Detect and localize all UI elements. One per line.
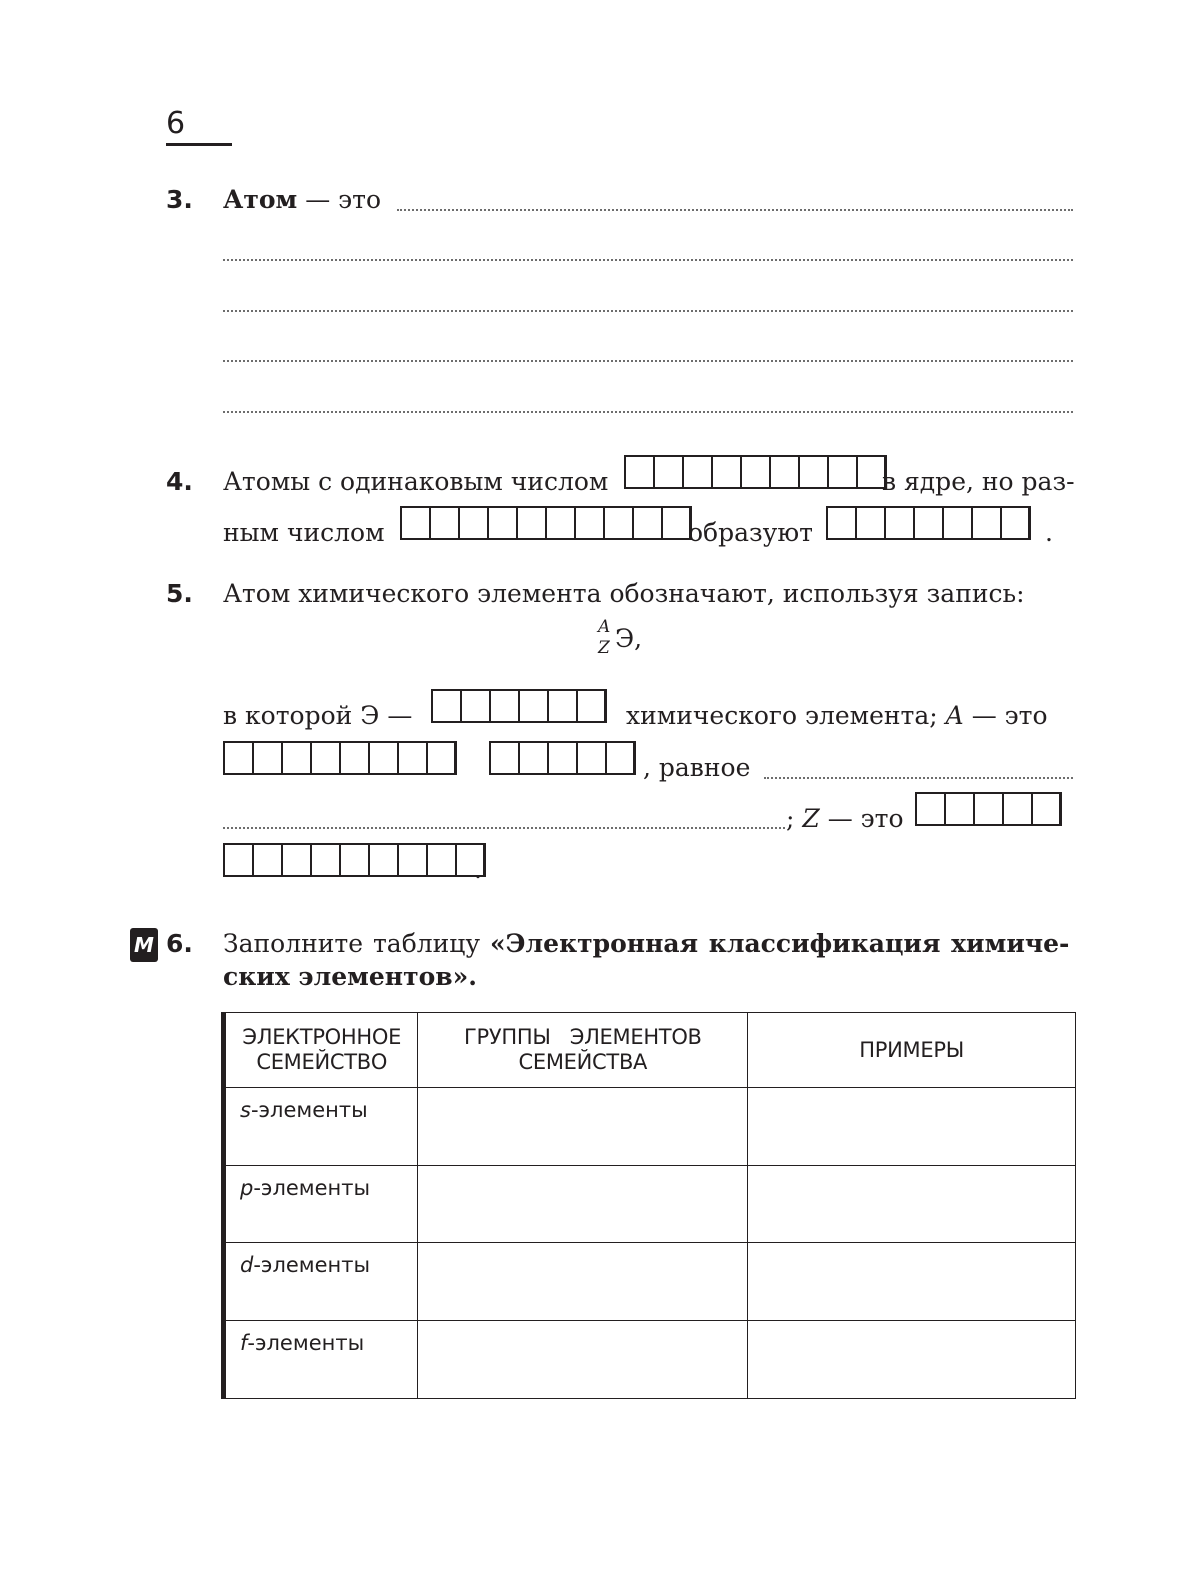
table-header-row [224,1013,1076,1088]
row-label-d: d-элементы [224,1243,418,1321]
table-row [224,1321,1076,1399]
question-6-line1 [223,929,1069,959]
cell-groups-f[interactable] [418,1321,748,1399]
q6-prompt: Заполните таблицу [223,929,481,958]
answer-line-q3-2[interactable] [223,259,1073,261]
q5-eto-2: — это [827,804,904,833]
question-5-line1-a: в которой Э — [223,701,413,730]
cell-examples-d[interactable] [748,1243,1076,1321]
m-badge-icon: М [130,928,158,962]
term-atom: Атом [223,185,298,214]
formula-atomic-number: Z [598,638,610,658]
letter-boxes-q5-1[interactable] [431,689,605,723]
table-row [224,1243,1076,1321]
table-row [224,1166,1076,1243]
question-5-line3 [786,804,904,834]
row-label-s: s-элементы [224,1088,418,1166]
row-label-f: f-элементы [224,1321,418,1399]
letter-boxes-q5-3[interactable] [489,741,634,775]
question-5-intro: Атом химического элемента обозначают, используя запись: [223,579,1025,608]
question-5-line1-b [626,701,1048,731]
question-4-line1-b: в ядре, но раз- [882,467,1075,496]
answer-line-q5-1[interactable] [764,777,1073,779]
question-5-number: 5. [166,579,193,608]
row-label-p: p-элементы [224,1166,418,1243]
letter-boxes-q5-2[interactable] [223,741,455,775]
question-4-number: 4. [166,467,193,496]
letter-boxes-q4-3[interactable] [826,506,1029,540]
question-6-number: 6. [166,929,193,958]
cell-examples-s[interactable] [748,1088,1076,1166]
letter-boxes-q5-5[interactable] [223,843,484,877]
dash-eto: — это [305,185,382,214]
cell-examples-f[interactable] [748,1321,1076,1399]
letter-boxes-q4-1[interactable] [624,455,885,489]
question-4-line2-a: ным числом [223,518,385,547]
var-z: Z [802,804,820,833]
classification-table [221,1012,1076,1399]
cell-groups-p[interactable] [418,1166,748,1243]
q5-eto-1: — это [971,701,1048,730]
answer-line-q3-4[interactable] [223,360,1073,362]
question-4-period: . [1045,518,1053,547]
cell-examples-p[interactable] [748,1166,1076,1243]
question-5-period: . [474,855,482,884]
answer-line-q5-2[interactable] [223,827,785,829]
answer-line-q3-1[interactable] [397,209,1073,211]
cell-groups-d[interactable] [418,1243,748,1321]
question-5-ravnoe: , равное [643,753,751,782]
question-3-number: 3. [166,185,193,214]
q5-chem-element-text: химического элемента; [626,701,938,730]
answer-line-q3-3[interactable] [223,310,1073,312]
cell-groups-s[interactable] [418,1088,748,1166]
letter-boxes-q5-4[interactable] [915,792,1060,826]
var-a: A [945,701,964,730]
formula-element-symbol: Э, [615,624,643,653]
question-4-line2-b: образуют [688,518,813,547]
answer-line-q3-5[interactable] [223,411,1073,413]
table-row [224,1088,1076,1166]
question-3-text [223,185,381,215]
formula-mass-number: A [598,617,611,637]
header-electronic-family: ЭЛЕКТРОННОЕ СЕМЕЙСТВО [224,1013,418,1088]
header-element-groups: ГРУППЫ ЭЛЕМЕНТОВ СЕМЕЙСТВА [418,1013,748,1088]
page-number: 6 [166,106,186,141]
letter-boxes-q4-2[interactable] [400,506,690,540]
question-4-line1-a: Атомы с одинаковым числом [223,467,609,496]
page-number-rule [166,143,232,146]
q5-semicolon: ; [786,804,795,833]
q6-title-part2: ских элементов». [223,962,477,991]
header-examples: ПРИМЕРЫ [748,1013,1076,1088]
q6-title-part1: «Электронная классификация химиче- [490,929,1070,958]
